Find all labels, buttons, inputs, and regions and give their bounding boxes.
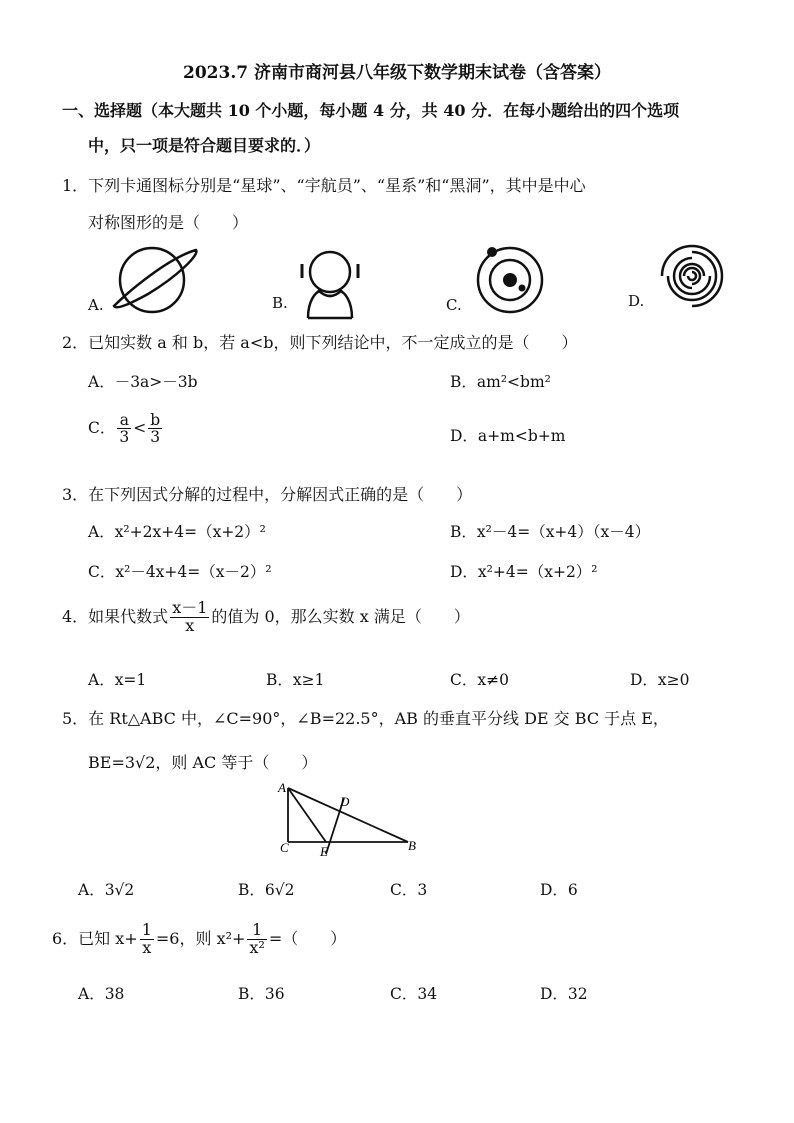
q4-option-b: B．x≥1 xyxy=(266,671,325,689)
q5-option-b: B．6√2 xyxy=(238,881,295,899)
fraction xyxy=(148,412,162,446)
galaxy-icon xyxy=(472,242,548,318)
q1-option-c-label: C. xyxy=(446,296,462,314)
q4-stem xyxy=(62,600,470,635)
q2-option-b: B．am²<bm² xyxy=(450,373,551,391)
q5-option-c: C．3 xyxy=(390,881,428,899)
q2-option-c-label: C． xyxy=(88,418,116,437)
q2-option-a: A．－3a>－3b xyxy=(88,373,198,391)
less-than-sign: < xyxy=(133,418,147,437)
point-label-b: B xyxy=(408,838,416,853)
fraction-denominator: 3 xyxy=(150,428,161,447)
q1-stem-line2: 对称图形的是（ ） xyxy=(88,213,249,232)
q5-option-d: D．6 xyxy=(540,881,578,899)
fraction-denominator: x xyxy=(142,937,152,957)
fraction-numerator: 1 xyxy=(247,922,266,940)
fraction-numerator: 1 xyxy=(141,920,152,939)
point-label-d: D xyxy=(340,794,350,809)
q1-option-b-label: B. xyxy=(272,294,288,312)
q1-option-d-label: D. xyxy=(628,292,645,310)
point-label-e: E xyxy=(320,844,328,859)
fraction xyxy=(247,922,266,957)
q6-option-b: B．36 xyxy=(238,985,285,1003)
q6-option-d: D．32 xyxy=(540,985,588,1003)
black-hole-icon xyxy=(656,240,728,312)
q3-option-c: C．x²－4x+4=（x－2）² xyxy=(88,563,272,581)
q5-option-a: A．3√2 xyxy=(78,881,135,899)
planet-icon xyxy=(108,242,198,318)
point-label-a: A xyxy=(278,780,286,795)
q6-stem-mid: =6，则 x²+ xyxy=(155,928,246,948)
q5-stem-line1: 5．在 Rt△ABC 中，∠C=90°，∠B=22.5°，AB 的垂直平分线 DE 交 BC 于点 E， xyxy=(62,709,669,728)
q3-option-b: B．x²－4=（x+4）（x－4） xyxy=(450,523,651,541)
fraction-numerator: a xyxy=(117,412,131,429)
q4-option-c: C．x≠0 xyxy=(450,671,509,689)
page-title: 2023.7 济南市商河县八年级下数学期末试卷（含答案） xyxy=(183,63,611,83)
triangle-diagram xyxy=(276,782,426,862)
point-label-c: C xyxy=(280,840,289,855)
q3-stem: 3．在下列因式分解的过程中，分解因式正确的是（ ） xyxy=(62,485,473,504)
fraction xyxy=(170,600,209,635)
q2-option-d: D．a+m<b+m xyxy=(450,427,566,445)
q3-option-d: D．x²+4=（x+2）² xyxy=(450,563,598,581)
q4-stem-pre: 4．如果代数式 xyxy=(62,606,169,626)
q1-option-a-label: A. xyxy=(88,296,104,314)
fraction xyxy=(117,412,131,446)
q6-option-c: C．34 xyxy=(390,985,438,1003)
q3-option-a: A．x²+2x+4=（x+2）² xyxy=(88,523,266,541)
q2-option-c xyxy=(88,412,164,446)
fraction-denominator: x xyxy=(185,615,195,635)
fraction-denominator: x² xyxy=(249,937,265,957)
q4-option-a: A．x=1 xyxy=(88,671,147,689)
fraction xyxy=(140,922,154,957)
section-heading-line2: 中，只一项是符合题目要求的．） xyxy=(88,136,321,155)
q4-option-d: D．x≥0 xyxy=(630,671,690,689)
astronaut-icon xyxy=(298,246,362,318)
q2-stem: 2．已知实数 a 和 b，若 a<b，则下列结论中，不一定成立的是（ ） xyxy=(62,333,578,352)
fraction-numerator: x－1 xyxy=(172,598,208,617)
q6-stem xyxy=(52,922,346,957)
q6-stem-pre: 6．已知 x+ xyxy=(52,928,138,948)
q6-option-a: A．38 xyxy=(78,985,125,1003)
fraction-numerator: b xyxy=(150,411,161,429)
fraction-denominator: 3 xyxy=(119,428,130,447)
q6-stem-post: =（ ） xyxy=(268,928,347,948)
q4-stem-post: 的值为 0，那么实数 x 满足（ ） xyxy=(211,606,470,626)
q5-stem-line2: BE=3√2，则 AC 等于（ ） xyxy=(88,753,318,772)
q1-stem-line1: 1．下列卡通图标分别是“星球”、“宇航员”、“星系”和“黑洞”，其中是中心 xyxy=(62,176,586,195)
section-heading-line1: 一、选择题（本大题共 10 个小题，每小题 4 分，共 40 分．在每小题给出的四个选项 xyxy=(62,101,680,120)
